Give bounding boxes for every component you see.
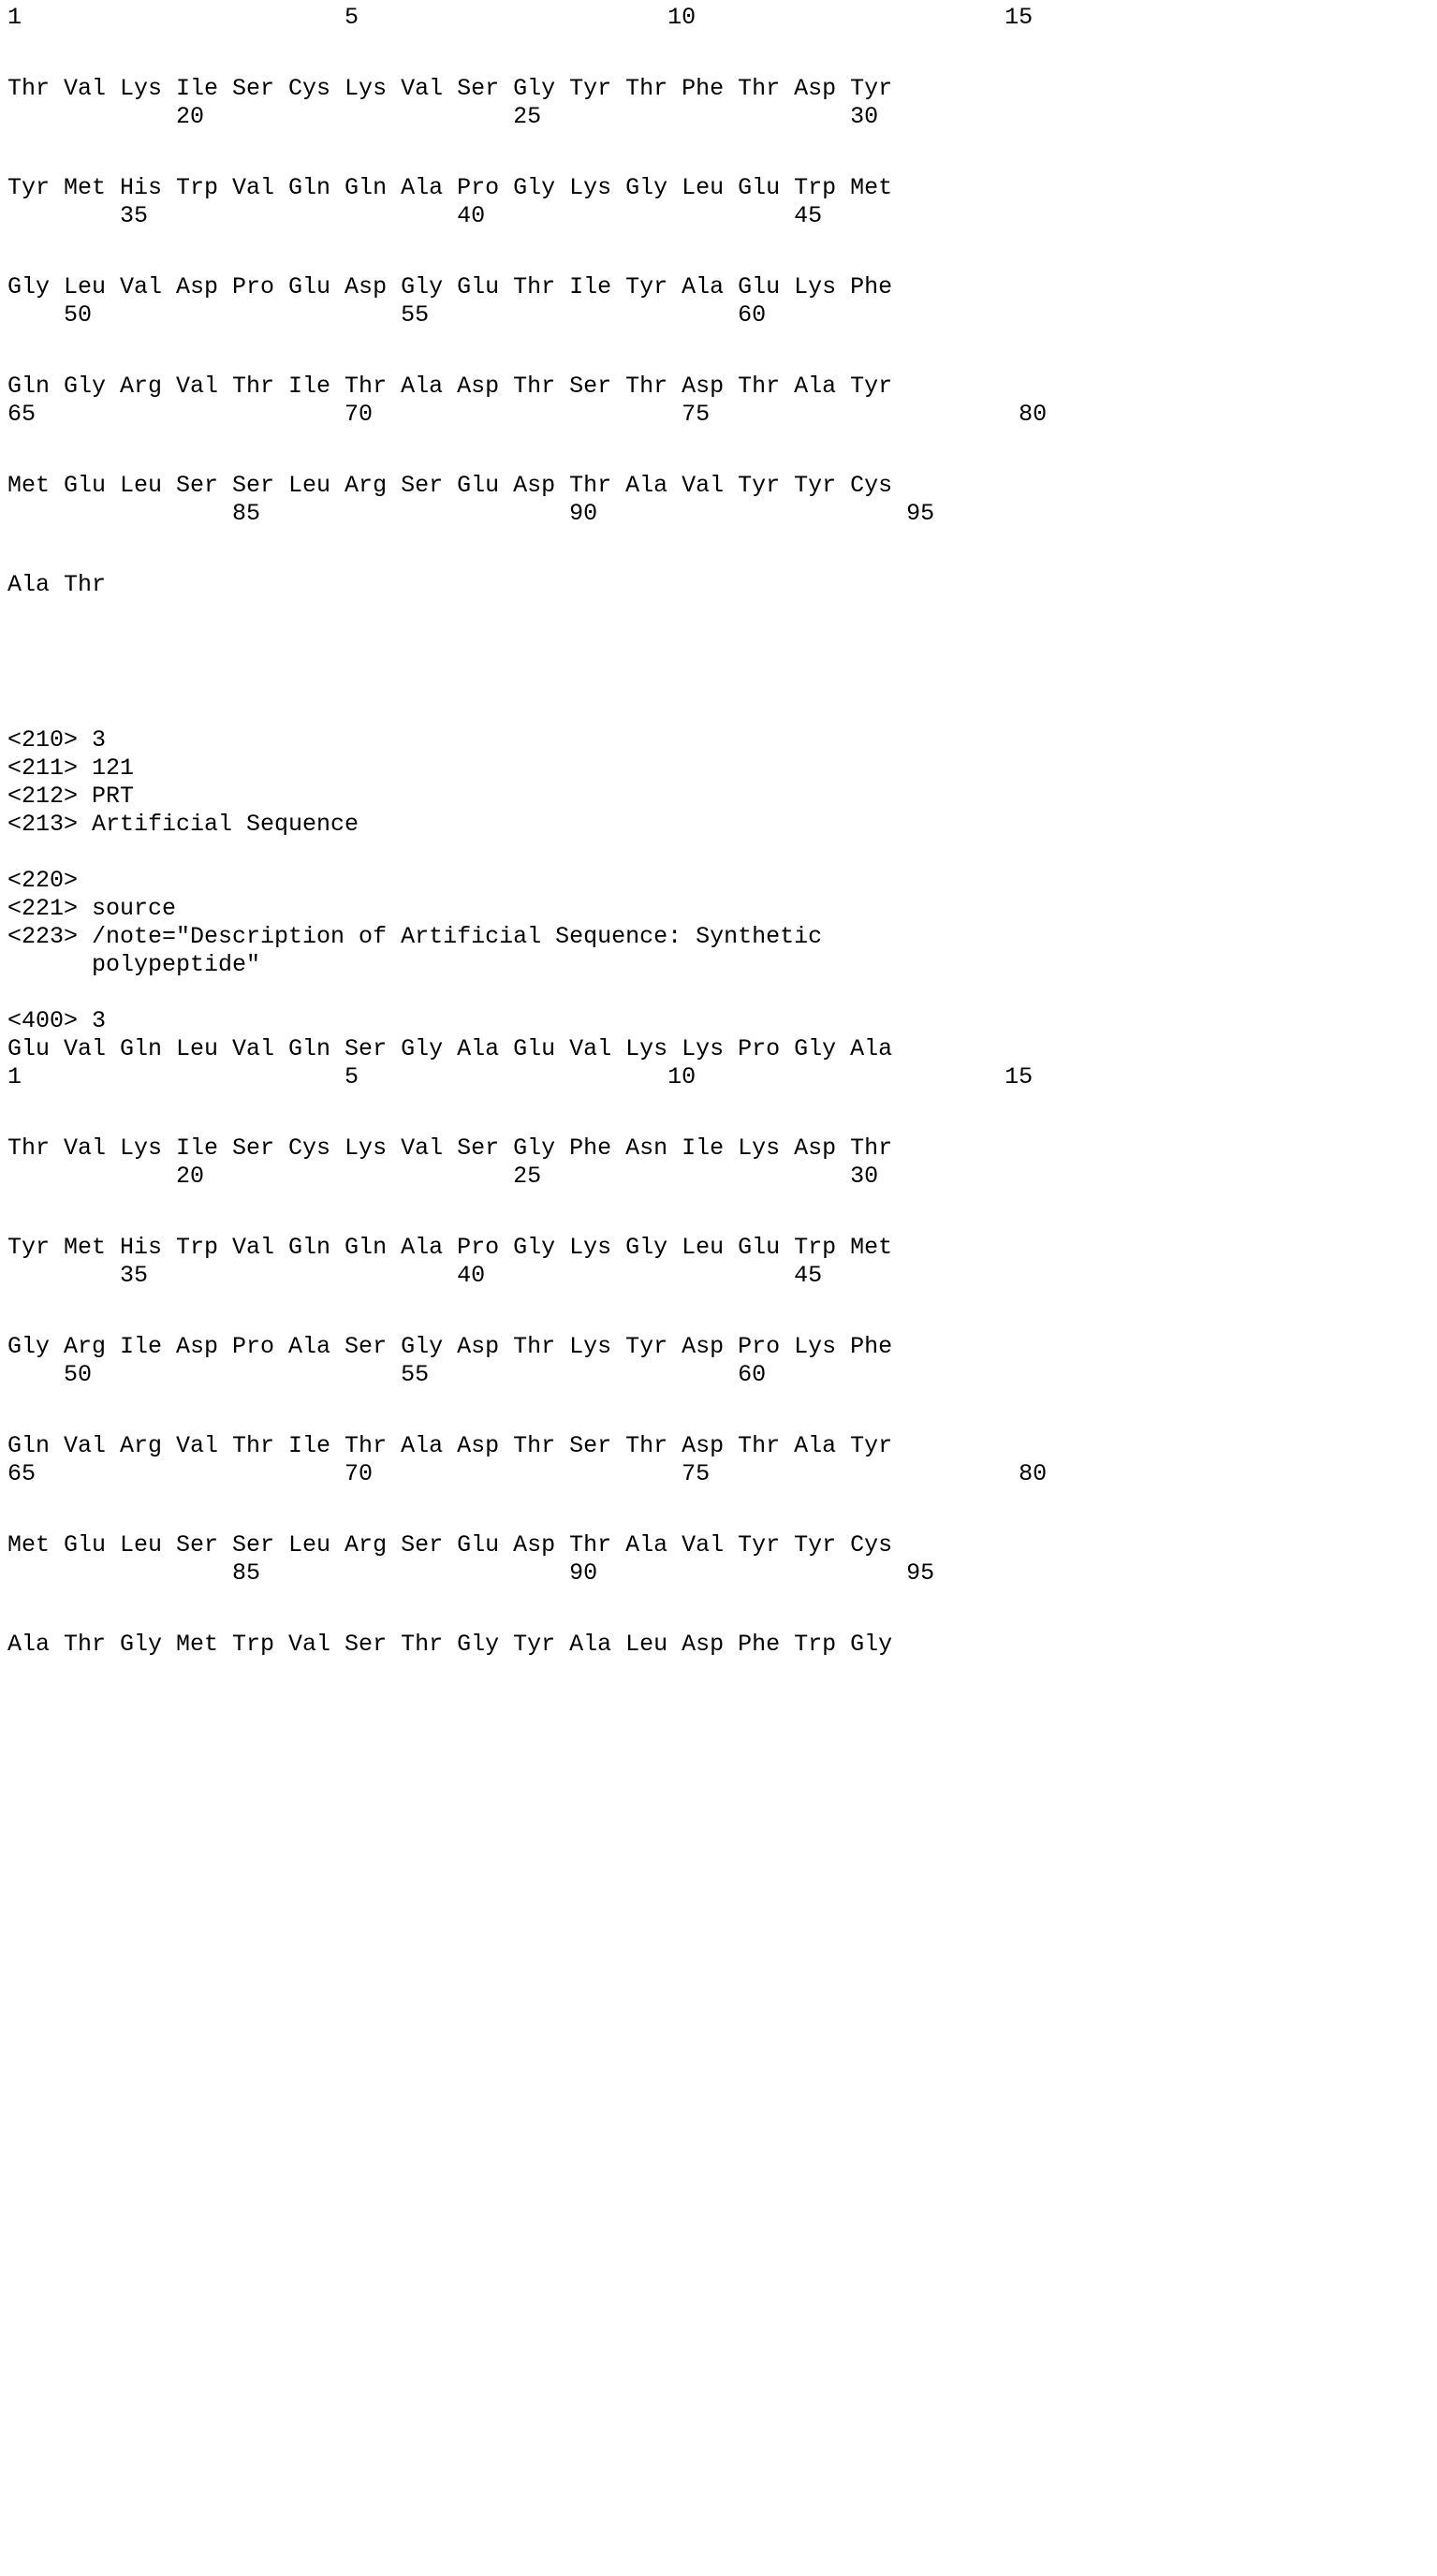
- sequence-block: [7, 1035, 1412, 1091]
- residue-numbering-row: 50 55 60: [7, 1361, 767, 1388]
- sequence-block: [7, 1333, 1412, 1389]
- residue-numbering-row: 50 55 60: [7, 301, 767, 329]
- residue-row: Thr Val Lys Ile Ser Cys Lys Val Ser Gly Tyr Thr Phe Thr Asp Tyr: [7, 75, 893, 102]
- block-separator: [7, 670, 1412, 726]
- sequence-block: [7, 1134, 1412, 1191]
- residue-numbering-row: 1 5 10 15: [7, 1063, 1034, 1090]
- residue-numbering-row: 65 70 75 80: [7, 401, 1048, 428]
- residue-row: Gln Gly Arg Val Thr Ile Thr Ala Asp Thr Ser Thr Asp Thr Ala Tyr: [7, 373, 893, 400]
- residue-numbering-row: 1 5 10 15: [7, 4, 1034, 31]
- sequence-block: [7, 1531, 1412, 1588]
- residue-numbering-row: 85 90 95: [7, 1559, 935, 1587]
- residue-numbering-row: [7, 599, 1412, 627]
- sequence-block: [7, 75, 1412, 131]
- residue-numbering-row: 85 90 95: [7, 500, 935, 527]
- residue-numbering-row: 35 40 45: [7, 1262, 823, 1289]
- residue-row: Tyr Met His Trp Val Gln Gln Ala Pro Gly Lys Gly Leu Glu Trp Met: [7, 174, 893, 201]
- seq-id-tag: <210> 3: [7, 726, 107, 754]
- sequence-entry-header: [7, 726, 1412, 1035]
- sequence-block: [7, 1631, 1412, 1687]
- residue-row: Thr Val Lys Ile Ser Cys Lys Val Ser Gly Phe Asn Ile Lys Asp Thr: [7, 1134, 893, 1162]
- molecule-type-tag: <212> PRT: [7, 783, 135, 810]
- sequence-block: [7, 1432, 1412, 1488]
- sequence-block: [7, 4, 1412, 32]
- organism-tag: <213> Artificial Sequence: [7, 811, 359, 838]
- sequence-tag: <400> 3: [7, 1007, 107, 1034]
- residue-row: Ala Thr: [7, 571, 107, 598]
- residue-numbering-row: 65 70 75 80: [7, 1460, 1048, 1487]
- sequence-block: [7, 373, 1412, 429]
- other-information-tag-line-1: <223> /note="Description of Artificial Sequence: Synthetic: [7, 923, 823, 950]
- residue-numbering-row: 20 25 30: [7, 103, 879, 130]
- sequence-block: [7, 472, 1412, 528]
- sequence-block: [7, 174, 1412, 230]
- residue-row: Gln Val Arg Val Thr Ile Thr Ala Asp Thr Ser Thr Asp Thr Ala Tyr: [7, 1432, 893, 1459]
- residue-row: Gly Arg Ile Asp Pro Ala Ser Gly Asp Thr Lys Tyr Asp Pro Lys Phe: [7, 1333, 893, 1360]
- residue-row: Glu Val Gln Leu Val Gln Ser Gly Ala Glu Val Lys Lys Pro Gly Ala: [7, 1035, 893, 1062]
- residue-numbering-row: 20 25 30: [7, 1163, 879, 1190]
- tag-separator: [7, 839, 1412, 867]
- residue-row: Gly Leu Val Asp Pro Glu Asp Gly Glu Thr Ile Tyr Ala Glu Lys Phe: [7, 273, 893, 300]
- residue-numbering-row: 35 40 45: [7, 202, 823, 229]
- residue-numbering-row: [7, 1659, 1412, 1687]
- sequence-listing-body: [7, 4, 1412, 1730]
- sequence-block: [7, 1234, 1412, 1290]
- tag-separator: [7, 979, 1412, 1007]
- residue-row: Ala Thr Gly Met Trp Val Ser Thr Gly Tyr Ala Leu Asp Phe Trp Gly: [7, 1631, 893, 1658]
- residue-row: Tyr Met His Trp Val Gln Gln Ala Pro Gly Lys Gly Leu Glu Trp Met: [7, 1234, 893, 1261]
- sequence-block: [7, 273, 1412, 329]
- residue-row: Met Glu Leu Ser Ser Leu Arg Ser Glu Asp Thr Ala Val Tyr Tyr Cys: [7, 1531, 893, 1559]
- other-information-tag-line-2: polypeptide": [7, 951, 261, 978]
- residue-row: Met Glu Leu Ser Ser Leu Arg Ser Glu Asp Thr Ala Val Tyr Tyr Cys: [7, 472, 893, 499]
- sequence-block: [7, 571, 1412, 627]
- length-tag: <211> 121: [7, 754, 135, 782]
- feature-key-tag: <221> source: [7, 895, 177, 922]
- feature-tag: <220>: [7, 867, 79, 894]
